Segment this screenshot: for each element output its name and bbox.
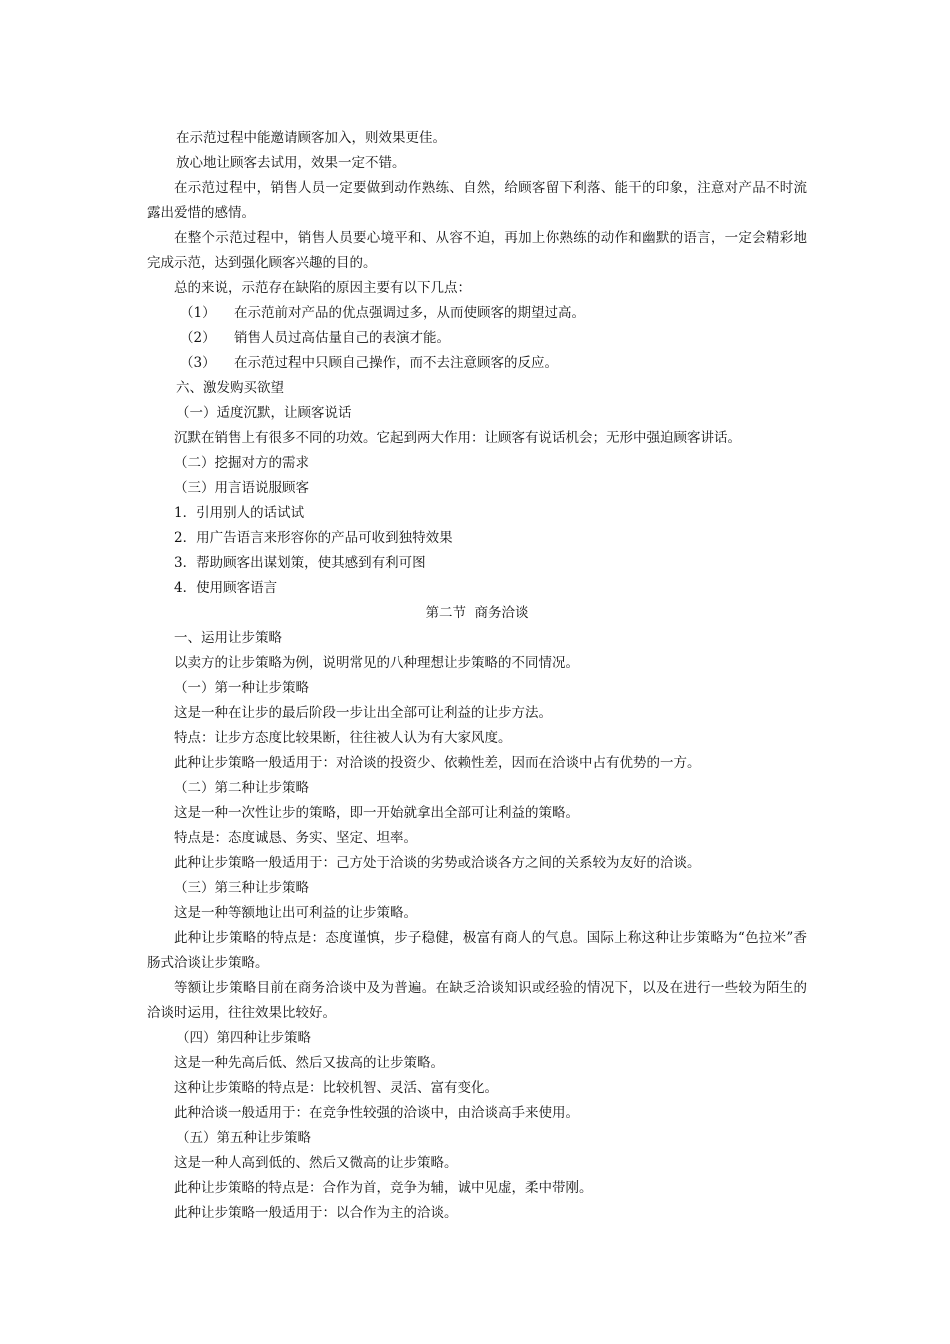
paragraph: 以卖方的让步策略为例，说明常见的八种理想让步策略的不同情况。 — [174, 655, 579, 671]
paragraph: 这种让步策略的特点是：比较机智、灵活、富有变化。 — [174, 1080, 498, 1096]
subsection-heading: （五）第五种让步策略 — [176, 1130, 311, 1146]
paragraph: 此种让步策略的特点是：合作为首，竞争为辅，诚中见虚，柔中带刚。 — [174, 1180, 593, 1196]
item-number: （2） — [180, 330, 216, 346]
list-item: 1．引用别人的话试试 — [174, 505, 305, 521]
item-text: 在示范前对产品的优点强调过多，从而使顾客的期望过高。 — [234, 305, 585, 321]
item-number: （3） — [180, 355, 216, 371]
numbered-item — [147, 326, 807, 351]
paragraph: 这是一种在让步的最后阶段一步让出全部可让利益的让步方法。 — [174, 705, 552, 721]
paragraph: 这是一种人高到低的、然后又微高的让步策略。 — [174, 1155, 458, 1171]
paragraph: 这是一种一次性让步的策略，即一开始就拿出全部可让利益的策略。 — [174, 805, 579, 821]
paragraph: 特点是：态度诚恳、务实、坚定、坦率。 — [174, 830, 417, 846]
numbered-item — [147, 301, 807, 326]
paragraph: 在示范过程中，销售人员一定要做到动作熟练、自然，给顾客留下利落、能干的印象，注意对产品不时流露出爱惜的感情。 — [147, 180, 807, 221]
paragraph: 等额让步策略目前在商务洽谈中及为普遍。在缺乏洽谈知识或经验的情况下，以及在进行一些较为陌生的洽谈时运用，往往效果比较好。 — [147, 980, 807, 1021]
paragraph: 此种让步策略的特点是：态度谨慎，步子稳健，极富有商人的气息。国际上称这种让步策略为“色拉米”香肠式洽谈让步策略。 — [147, 930, 807, 971]
section-heading: 六、激发购买欲望 — [176, 380, 284, 396]
paragraph: 这是一种先高后低、然后又拔高的让步策略。 — [174, 1055, 444, 1071]
numbered-item — [147, 351, 807, 376]
subsection-heading: （二）挖掘对方的需求 — [174, 455, 309, 471]
subsection-heading: （三）第三种让步策略 — [174, 880, 309, 896]
paragraph: 在整个示范过程中，销售人员要心境平和、从容不迫，再加上你熟练的动作和幽默的语言，一定会精彩地完成示范，达到强化顾客兴趣的目的。 — [147, 230, 807, 271]
item-text: 销售人员过高估量自己的表演才能。 — [234, 330, 450, 346]
paragraph: 在示范过程中能邀请顾客加入，则效果更佳。 — [176, 130, 446, 146]
item-number: （1） — [180, 305, 216, 321]
paragraph: 这是一种等额地让出可利益的让步策略。 — [174, 905, 417, 921]
paragraph: 沉默在销售上有很多不同的功效。它起到两大作用：让顾客有说话机会；无形中强迫顾客讲话。 — [174, 430, 741, 446]
paragraph: 此种让步策略一般适用于：己方处于洽谈的劣势或洽谈各方之间的关系较为友好的洽谈。 — [174, 855, 701, 871]
chapter-section-title: 第二节 商务洽谈 — [425, 605, 529, 621]
paragraph: 特点：让步方态度比较果断，往往被人认为有大家风度。 — [174, 730, 512, 746]
subsection-heading: （一）第一种让步策略 — [174, 680, 309, 696]
list-item: 3．帮助顾客出谋划策，使其感到有利可图 — [174, 555, 426, 571]
paragraph: 放心地让顾客去试用，效果一定不错。 — [176, 155, 406, 171]
paragraph: 总的来说，示范存在缺陷的原因主要有以下几点： — [174, 280, 471, 296]
subsection-heading: （一）适度沉默，让顾客说话 — [176, 405, 352, 421]
list-item: 4．使用顾客语言 — [174, 580, 278, 596]
paragraph: 此种让步策略一般适用于：对洽谈的投资少、依赖性差，因而在洽谈中占有优势的一方。 — [174, 755, 701, 771]
document-body — [147, 126, 807, 1226]
paragraph: 此种让步策略一般适用于：以合作为主的洽谈。 — [174, 1205, 458, 1221]
subsection-heading: （四）第四种让步策略 — [176, 1030, 311, 1046]
subsection-heading: （三）用言语说服顾客 — [174, 480, 309, 496]
list-item: 2．用广告语言来形容你的产品可收到独特效果 — [174, 530, 453, 546]
paragraph: 此种洽谈一般适用于：在竞争性较强的洽谈中，由洽谈高手来使用。 — [174, 1105, 579, 1121]
subsection-heading: （二）第二种让步策略 — [174, 780, 309, 796]
item-text: 在示范过程中只顾自己操作，而不去注意顾客的反应。 — [234, 355, 558, 371]
section-heading: 一、运用让步策略 — [174, 630, 282, 646]
